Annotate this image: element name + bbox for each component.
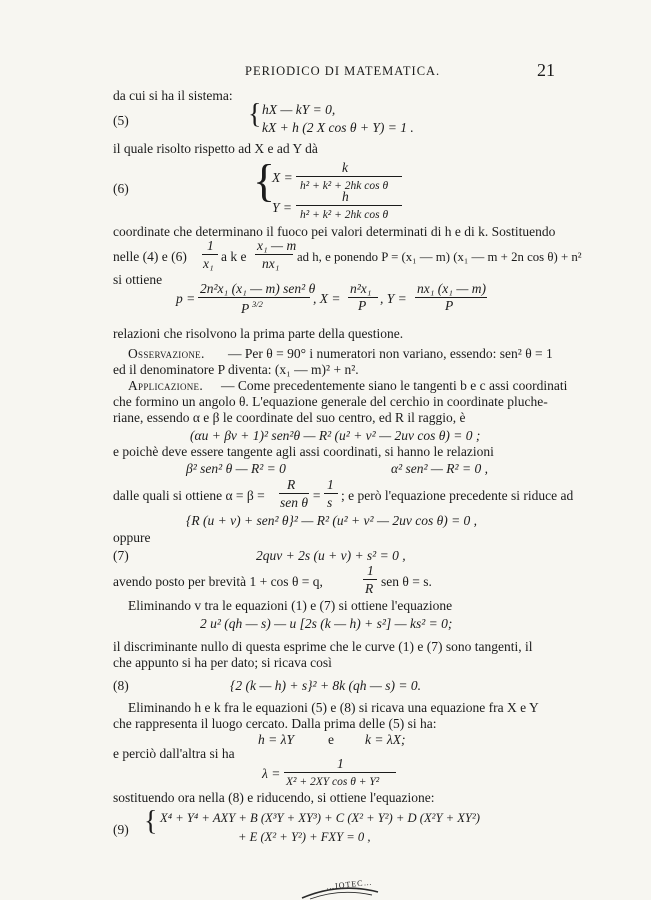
text-line: che rappresenta il luogo cercato. Dalla prima delle (5) si ha: [113, 716, 437, 731]
equation-elimination: 2 u² (qh — s) — u [2s (k — h) + s²] — ks² = 0; [200, 616, 453, 631]
equation-relation-1: β² sen² θ — R² = 0 [186, 461, 286, 476]
fraction-bar [284, 772, 396, 773]
equation-label-8: (8) [113, 678, 129, 693]
equation-6-x-denominator: h² + k² + 2hk cos θ [300, 180, 389, 192]
text-line: sostituendo ora nella (8) e riducendo, si ottiene l'equazione: [113, 790, 435, 805]
equation-p-numerator: 2n²x₁ (x₁ — m) sen² θ [200, 281, 316, 296]
equation-x2-denominator: P [358, 298, 367, 313]
text-line: coordinate che determinano il fuoco pei valori determinati di h e di k. Sostituendo [113, 224, 556, 239]
equation-6-y: Y = [272, 200, 292, 215]
equation-9b: + E (X² + Y²) + FXY = 0 , [238, 830, 371, 844]
system-brace: { [144, 806, 158, 837]
equation-y2-denominator: P [445, 298, 454, 313]
equation-lambda-numerator: 1 [337, 756, 344, 771]
text-line: il discriminante nullo di questa esprime che le curve (1) e (7) sono tangenti, il [113, 639, 533, 654]
equation-lambda-denominator: X² + 2XY cos θ + Y² [286, 776, 380, 788]
equation-7: 2quv + 2s (u + v) + s² = 0 , [256, 548, 406, 563]
text-line: riane, essendo α e β le coordinate del suo centro, ed R il raggio, è [113, 410, 466, 425]
equation-circle: (αu + βv + 1)² sen²θ — R² (u² + v² — 2uv cos θ) = 0 ; [190, 428, 481, 443]
text-fragment: dalle quali si ottiene α = β = [113, 488, 265, 503]
text-fragment: ad h, e ponendo P = (x₁ — m) (x₁ — m + 2n cos θ) + n² [297, 250, 582, 264]
text-line: che appunto si ha per dato; si ricava così [113, 655, 332, 670]
fraction-bar [324, 493, 338, 494]
equation-y2: , Y = [380, 291, 407, 306]
fraction-numerator: 1 [367, 563, 374, 578]
equation-x2: , X = [313, 291, 341, 306]
text-line: relazioni che risolvono la prima parte della questione. [113, 326, 404, 341]
fraction-denominator: nx₁ [262, 256, 280, 271]
fraction-bar [296, 205, 402, 206]
text-fragment: sen θ = s. [381, 574, 432, 589]
equation-6-x-numerator: k [342, 160, 348, 175]
text-line: ed il denominatore P diventa: (x₁ — m)² + n². [113, 362, 359, 377]
equation-p-exponent: 3/2 [252, 299, 263, 309]
text-line: Eliminando h e k fra le equazioni (5) e (8) si ricava una equazione fra X e Y [128, 700, 539, 715]
fraction-bar [255, 254, 293, 255]
fraction-bar [279, 493, 309, 494]
fraction-numerator: 1 [207, 238, 214, 253]
text-fragment: ; e però l'equazione precedente si riduce ad [341, 488, 574, 503]
equation-p-denominator: P [241, 301, 250, 316]
library-stamp-text: …IOTEC… [325, 877, 373, 892]
equation-label-6: (6) [113, 181, 129, 196]
fraction-numerator: 1 [327, 477, 334, 492]
equation-relation-2: α² sen² — R² = 0 , [391, 461, 488, 476]
equation-lambda: λ = [262, 766, 281, 781]
section-label-osservazione: Osservazione. [128, 346, 205, 361]
fraction-denominator: R [365, 581, 374, 596]
fraction-denominator: sen θ [280, 495, 309, 510]
equation-label-7: (7) [113, 548, 129, 563]
text-line: da cui si ha il sistema: [113, 88, 233, 103]
system-brace: { [253, 155, 276, 206]
text-line: che formino un angolo θ. L'equazione generale del cerchio in coordinate pluche- [113, 394, 548, 409]
text-line: si ottiene [113, 272, 163, 287]
text-line: e poichè deve essere tangente agli assi coordinati, si hanno le relazioni [113, 444, 494, 459]
text-fragment: — Come precedentemente siano le tangenti b e c assi coordinati [221, 378, 568, 393]
fraction-bar [202, 254, 218, 255]
system-brace: { [248, 99, 262, 130]
equation-9a: X⁴ + Y⁴ + AXY + B (X³Y + XY³) + C (X² + Y²) + D (X²Y + XY²) [160, 811, 480, 825]
equation-y2-numerator: nx₁ (x₁ — m) [417, 281, 486, 296]
equation-5a: hX — kY = 0, [262, 102, 336, 117]
equation-6-x: X = [272, 170, 293, 185]
fraction-numerator: x₁ — m [257, 238, 297, 253]
equation-label-9: (9) [113, 822, 129, 837]
fraction-denominator: s [327, 495, 333, 510]
text-fragment: = [312, 488, 322, 503]
text-fragment: — Per θ = 90° i numeratori non variano, essendo: sen² θ = 1 [228, 346, 553, 361]
equation-h: h = λY [258, 732, 294, 747]
text-fragment: a k e [221, 249, 247, 264]
equation-x2-numerator: n²x₁ [350, 281, 372, 296]
text-fragment: e [328, 732, 334, 747]
section-label-applicazione: Applicazione. [128, 378, 204, 393]
equation-reduced: {R (u + v) + sen² θ}² — R² (u² + v² — 2uv cos θ) = 0 , [186, 513, 478, 528]
text-line: oppure [113, 530, 151, 545]
equation-6-y-numerator: h [342, 189, 349, 204]
text-line: nelle (4) e (6) [113, 249, 187, 264]
equation-6-y-denominator: h² + k² + 2hk cos θ [300, 209, 389, 221]
equation-label-5: (5) [113, 113, 129, 128]
fraction-bar [363, 579, 377, 580]
text-line: il quale risolto rispetto ad X e ad Y dà [113, 141, 318, 156]
fraction-numerator: R [287, 477, 296, 492]
running-header: PERIODICO DI MATEMATICA. [245, 64, 441, 78]
equation-8: {2 (k — h) + s}² + 8k (qh — s) = 0. [230, 678, 422, 693]
equation-p: p = [176, 291, 196, 306]
fraction-bar [296, 176, 402, 177]
text-fragment: avendo posto per brevità 1 + cos θ = q, [113, 574, 323, 589]
text-line: e perciò dall'altra si ha [113, 746, 235, 761]
page-number: 21 [537, 60, 555, 80]
fraction-denominator: x₁ [203, 256, 214, 271]
equation-5b: kX + h (2 X cos θ + Y) = 1 . [262, 120, 414, 135]
equation-k: k = λX; [365, 732, 406, 747]
text-line: Eliminando v tra le equazioni (1) e (7) si ottiene l'equazione [128, 598, 453, 613]
